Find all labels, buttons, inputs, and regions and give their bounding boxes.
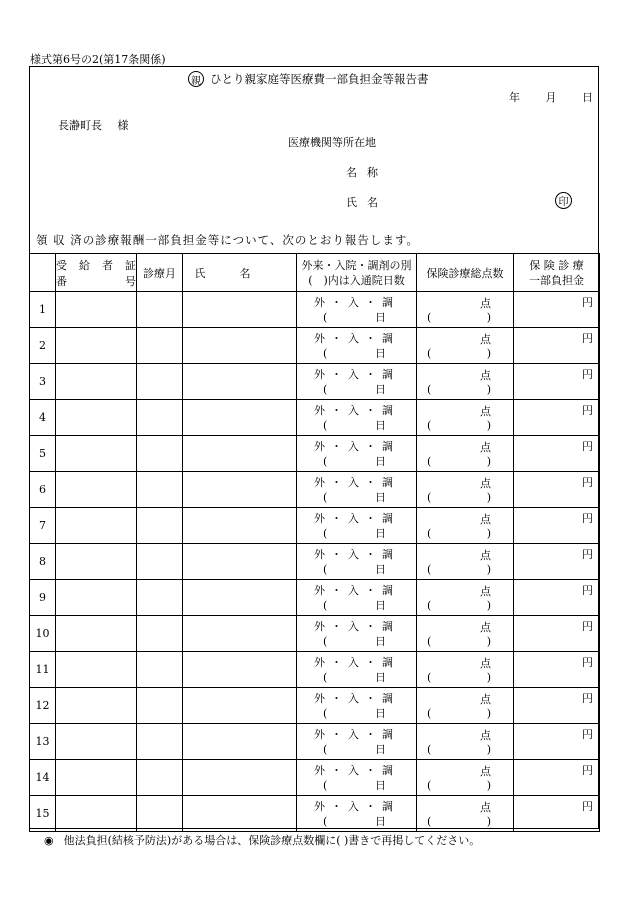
row-number: 4 — [30, 400, 56, 436]
visit-type-cell[interactable]: 外・入・調 ( 日 — [297, 472, 417, 508]
copay-cell[interactable]: 円 — [514, 652, 600, 688]
header-recipient-number: 受 給 者 証 番 号 — [56, 254, 137, 292]
name-cell[interactable] — [183, 292, 297, 328]
visit-type-cell[interactable]: 外・入・調 ( 日 — [297, 616, 417, 652]
row-number: 7 — [30, 508, 56, 544]
recipient-number-cell[interactable] — [56, 508, 137, 544]
visit-type-cell[interactable]: 外・入・調 ( 日 — [297, 724, 417, 760]
addressee-name: 長瀞町長 — [58, 119, 102, 132]
points-cell[interactable]: 点 ( ) — [417, 616, 514, 652]
month-cell[interactable] — [137, 580, 183, 616]
footnote-text: 他法負担(結核予防法)がある場合は、保険診療点数欄に( )書きで再掲してください。 — [63, 834, 481, 847]
report-table — [29, 253, 600, 832]
copay-cell[interactable]: 円 — [514, 724, 600, 760]
header-month: 診療月 — [137, 254, 183, 292]
row-number: 9 — [30, 580, 56, 616]
name-cell[interactable] — [183, 400, 297, 436]
header-points: 保険診療総点数 — [417, 254, 514, 292]
name-cell[interactable] — [183, 688, 297, 724]
visit-type-cell[interactable]: 外・入・調 ( 日 — [297, 508, 417, 544]
month-cell[interactable] — [137, 616, 183, 652]
recipient-number-cell[interactable] — [56, 400, 137, 436]
table-row — [30, 508, 600, 544]
name-cell[interactable] — [183, 580, 297, 616]
copay-cell[interactable]: 円 — [514, 544, 600, 580]
month-cell[interactable] — [137, 796, 183, 832]
recipient-number-cell[interactable] — [56, 544, 137, 580]
points-cell[interactable]: 点 ( ) — [417, 472, 514, 508]
table-row — [30, 760, 600, 796]
copay-cell[interactable]: 円 — [514, 292, 600, 328]
row-number: 1 — [30, 292, 56, 328]
month-cell[interactable] — [137, 544, 183, 580]
name-cell[interactable] — [183, 724, 297, 760]
copay-cell[interactable]: 円 — [514, 328, 600, 364]
institution-location-label[interactable]: 医療機関等所在地 — [288, 136, 376, 149]
institution-name-label[interactable]: 名称 — [346, 166, 388, 179]
name-cell[interactable] — [183, 472, 297, 508]
row-number: 12 — [30, 688, 56, 724]
recipient-number-cell[interactable] — [56, 616, 137, 652]
table-row — [30, 688, 600, 724]
table-row — [30, 544, 600, 580]
row-number: 6 — [30, 472, 56, 508]
footnote — [44, 832, 480, 848]
name-cell[interactable] — [183, 796, 297, 832]
points-cell[interactable]: 点 ( ) — [417, 544, 514, 580]
institution-person-label[interactable]: 氏名 — [346, 196, 388, 209]
visit-type-cell[interactable]: 外・入・調 ( 日 — [297, 580, 417, 616]
row-number: 15 — [30, 796, 56, 832]
visit-type-cell[interactable]: 外・入・調 ( 日 — [297, 400, 417, 436]
month-cell[interactable] — [137, 472, 183, 508]
month-cell[interactable] — [137, 688, 183, 724]
report-date — [509, 89, 593, 105]
visit-type-cell[interactable]: 外・入・調 ( 日 — [297, 436, 417, 472]
points-cell[interactable]: 点 ( ) — [417, 760, 514, 796]
addressee — [58, 117, 129, 133]
month-cell[interactable] — [137, 364, 183, 400]
form-title — [188, 71, 429, 87]
header-copay: 保 険 診 療 一部負担金 — [514, 254, 600, 292]
addressee-honorific: 様 — [117, 119, 129, 132]
points-cell[interactable]: 点 ( ) — [417, 688, 514, 724]
table-row — [30, 364, 600, 400]
visit-type-cell[interactable]: 外・入・調 ( 日 — [297, 652, 417, 688]
month-cell[interactable] — [137, 652, 183, 688]
copay-cell[interactable]: 円 — [514, 472, 600, 508]
row-number: 11 — [30, 652, 56, 688]
copay-cell[interactable]: 円 — [514, 688, 600, 724]
visit-type-cell[interactable]: 外・入・調 ( 日 — [297, 688, 417, 724]
name-cell[interactable] — [183, 436, 297, 472]
points-cell[interactable]: 点 ( ) — [417, 652, 514, 688]
month-cell[interactable] — [137, 400, 183, 436]
date-month[interactable]: 月 — [545, 91, 557, 104]
row-number: 5 — [30, 436, 56, 472]
copay-cell[interactable]: 円 — [514, 436, 600, 472]
points-cell[interactable]: 点 ( ) — [417, 328, 514, 364]
visit-type-cell[interactable]: 外・入・調 ( 日 — [297, 796, 417, 832]
recipient-number-cell[interactable] — [56, 580, 137, 616]
points-cell[interactable]: 点 ( ) — [417, 724, 514, 760]
table-row — [30, 652, 600, 688]
visit-type-cell[interactable]: 外・入・調 ( 日 — [297, 544, 417, 580]
form-title-text: ひとり親家庭等医療費一部負担金等報告書 — [210, 72, 429, 86]
name-cell[interactable] — [183, 328, 297, 364]
copay-cell[interactable]: 円 — [514, 400, 600, 436]
recipient-number-cell[interactable] — [56, 472, 137, 508]
recipient-number-cell[interactable] — [56, 328, 137, 364]
copay-cell[interactable]: 円 — [514, 580, 600, 616]
row-number: 10 — [30, 616, 56, 652]
table-row — [30, 400, 600, 436]
header-visit-type: 外来・入院・調剤の別 ( )内は入通院日数 — [297, 254, 417, 292]
visit-type-cell[interactable]: 外・入・調 ( 日 — [297, 292, 417, 328]
points-cell[interactable]: 点 ( ) — [417, 796, 514, 832]
name-cell[interactable] — [183, 544, 297, 580]
table-row — [30, 796, 600, 832]
table-header-row — [30, 254, 600, 292]
row-number: 13 — [30, 724, 56, 760]
table-row — [30, 616, 600, 652]
points-cell[interactable]: 点 ( ) — [417, 436, 514, 472]
form-number-label: 様式第6号の2(第17条関係) — [30, 53, 166, 66]
points-cell[interactable]: 点 ( ) — [417, 580, 514, 616]
recipient-number-cell[interactable] — [56, 364, 137, 400]
table-row — [30, 292, 600, 328]
row-number: 3 — [30, 364, 56, 400]
report-statement: 領 収 済の診療報酬一部負担金等について、次のとおり報告します。 — [36, 233, 419, 247]
recipient-number-cell[interactable] — [56, 652, 137, 688]
name-cell[interactable] — [183, 508, 297, 544]
table-row — [30, 724, 600, 760]
name-cell[interactable] — [183, 616, 297, 652]
recipient-number-cell[interactable] — [56, 796, 137, 832]
month-cell[interactable] — [137, 760, 183, 796]
recipient-number-cell[interactable] — [56, 436, 137, 472]
table-row — [30, 472, 600, 508]
name-cell[interactable] — [183, 652, 297, 688]
name-cell[interactable] — [183, 760, 297, 796]
row-number: 2 — [30, 328, 56, 364]
month-cell[interactable] — [137, 436, 183, 472]
copay-cell[interactable]: 円 — [514, 760, 600, 796]
month-cell[interactable] — [137, 508, 183, 544]
row-number: 14 — [30, 760, 56, 796]
circled-oya-mark: 親 — [188, 71, 204, 87]
copay-cell[interactable]: 円 — [514, 364, 600, 400]
copay-cell[interactable]: 円 — [514, 508, 600, 544]
points-cell[interactable]: 点 ( ) — [417, 292, 514, 328]
date-year[interactable]: 年 — [509, 91, 520, 104]
recipient-number-cell[interactable] — [56, 724, 137, 760]
name-cell[interactable] — [183, 364, 297, 400]
header-name: 氏名 — [183, 254, 297, 292]
recipient-number-cell[interactable] — [56, 760, 137, 796]
points-cell[interactable]: 点 ( ) — [417, 508, 514, 544]
copay-cell[interactable]: 円 — [514, 796, 600, 832]
table-row — [30, 328, 600, 364]
table-row — [30, 436, 600, 472]
bullet-icon: ◉ — [44, 834, 54, 847]
month-cell[interactable] — [137, 724, 183, 760]
recipient-number-cell[interactable] — [56, 292, 137, 328]
header-number — [30, 254, 56, 292]
points-cell[interactable]: 点 ( ) — [417, 364, 514, 400]
copay-cell[interactable]: 円 — [514, 616, 600, 652]
date-day[interactable]: 日 — [582, 91, 593, 104]
points-cell[interactable]: 点 ( ) — [417, 400, 514, 436]
row-number: 8 — [30, 544, 56, 580]
visit-type-cell[interactable]: 外・入・調 ( 日 — [297, 328, 417, 364]
recipient-number-cell[interactable] — [56, 688, 137, 724]
month-cell[interactable] — [137, 292, 183, 328]
month-cell[interactable] — [137, 328, 183, 364]
visit-type-cell[interactable]: 外・入・調 ( 日 — [297, 760, 417, 796]
table-row — [30, 580, 600, 616]
visit-type-cell[interactable]: 外・入・調 ( 日 — [297, 364, 417, 400]
seal-mark: 印 — [555, 192, 572, 209]
